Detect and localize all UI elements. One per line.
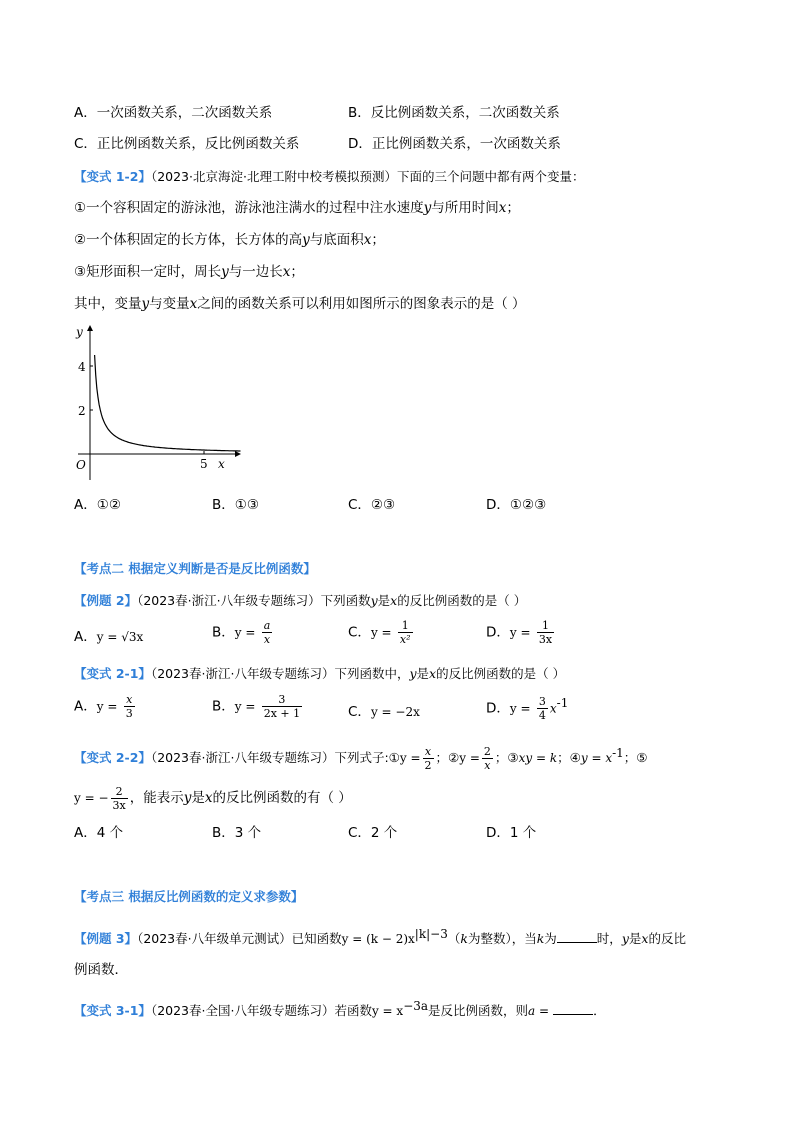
variant-2-1-option-d: D．y = $\frac{3}{4}$ $x^{-1}$ — [486, 695, 569, 722]
answer-blank[interactable] — [553, 1002, 593, 1015]
y-axis-label: y — [76, 325, 83, 339]
example-2-option-a: A．y = √3x — [74, 629, 144, 645]
variant-2-1-stem: 【变式 2-1】（2023春·浙江·八年级专题练习）下列函数中，y是x的反比例函数的是（ ） — [74, 666, 566, 681]
y-tick-4: 4 — [78, 360, 86, 374]
variant-tag: 【变式 1-2】 — [74, 169, 151, 184]
variant-1-2-option-d: D．①②③ — [486, 497, 547, 513]
option-d: D．正比例函数关系，一次函数关系 — [348, 136, 561, 152]
example-2-stem: 【例题 2】（2023春·浙江·八年级专题练习）下列函数y是x的反比例函数的是（ ） — [74, 593, 527, 608]
variant-1-2-option-c: C．②③ — [348, 497, 396, 513]
variant-1-2-item-1: ①一个容积固定的游泳池，游泳池注满水的过程中注水速度y与所用时间x； — [74, 200, 520, 216]
answer-blank[interactable] — [557, 930, 597, 943]
origin-label: O — [76, 458, 86, 472]
variant-1-2-option-a: A．①② — [74, 497, 121, 513]
example-3-stem-line1: 【例题 3】（2023春·八年级单元测试）已知函数$y = (k - 2)x^{|k|-3}(k$为整数），当k为 时，y是x的反比 — [74, 927, 686, 947]
option-b: B．反比例函数关系，二次函数关系 — [348, 105, 560, 121]
y-tick-2: 2 — [78, 404, 86, 418]
variant-2-2-stem-line2: y = − $\frac{2}{3x}$ ，能表示y是x的反比例函数的有（ ） — [74, 784, 352, 812]
inverse-function-graph — [70, 318, 250, 488]
section-3-title: 【考点三 根据反比例函数的定义求参数】 — [74, 889, 304, 904]
example-2-option-b: B．y = $\frac{a}{x}$ — [212, 619, 271, 646]
section-2-title: 【考点二 根据定义判断是否是反比例函数】 — [74, 561, 316, 576]
option-c: C．正比例函数关系，反比例函数关系 — [74, 136, 300, 152]
x-tick-5: 5 — [200, 457, 208, 471]
variant-1-2-option-b: B．①③ — [212, 497, 259, 513]
variant-2-1-option-a: A．y = $\frac{x}{3}$ — [74, 693, 133, 720]
variant-1-2-question: 其中，变量y与变量x之间的函数关系可以利用如图所示的图象表示的是（ ） — [74, 296, 526, 312]
variant-2-2-option-a: A．4 个 — [74, 825, 124, 841]
variant-3-1-stem: 【变式 3-1】（2023春·全国·八年级专题练习）若函数$y = x^{-3a}$是反比例函数，则a = ． — [74, 999, 606, 1019]
hyperbola-curve — [95, 355, 241, 451]
variant-2-1-option-b: B．y = $\frac{3}{2x + 1}$ — [212, 693, 301, 720]
variant-2-2-option-d: D．1 个 — [486, 825, 537, 841]
example-2-option-d: D．y = $\frac{1}{3x}$ — [486, 619, 553, 646]
variant-2-2-option-c: C．2 个 — [348, 825, 398, 841]
variant-2-1-option-c: C．y = −2x — [348, 704, 420, 720]
example-3-stem-line2: 例函数． — [74, 962, 128, 978]
variant-2-2-option-b: B．3 个 — [212, 825, 262, 841]
variant-1-2-intro: 【变式 1-2】（2023·北京海淀·北理工附中校考模拟预测）下面的三个问题中都有两个变量： — [74, 169, 585, 184]
option-a: A．一次函数关系，二次函数关系 — [74, 105, 273, 121]
example-2-option-c: C．y = $\frac{1}{\text{x²}}$ — [348, 619, 411, 646]
variant-2-2-stem-line1: 【变式 2-2】（2023春·浙江·八年级专题练习）下列式子:①y = $\frac{x}{2}$ ；②y = $\frac{2}{x}$ ；③xy = k；④y = $x^{-1}$；⑤ — [74, 745, 648, 773]
variant-1-2-item-3: ③矩形面积一定时，周长y与一边长x； — [74, 264, 304, 280]
x-axis-label: x — [218, 457, 225, 471]
variant-1-2-item-2: ②一个体积固定的长方体，长方体的高y与底面积x； — [74, 232, 385, 248]
